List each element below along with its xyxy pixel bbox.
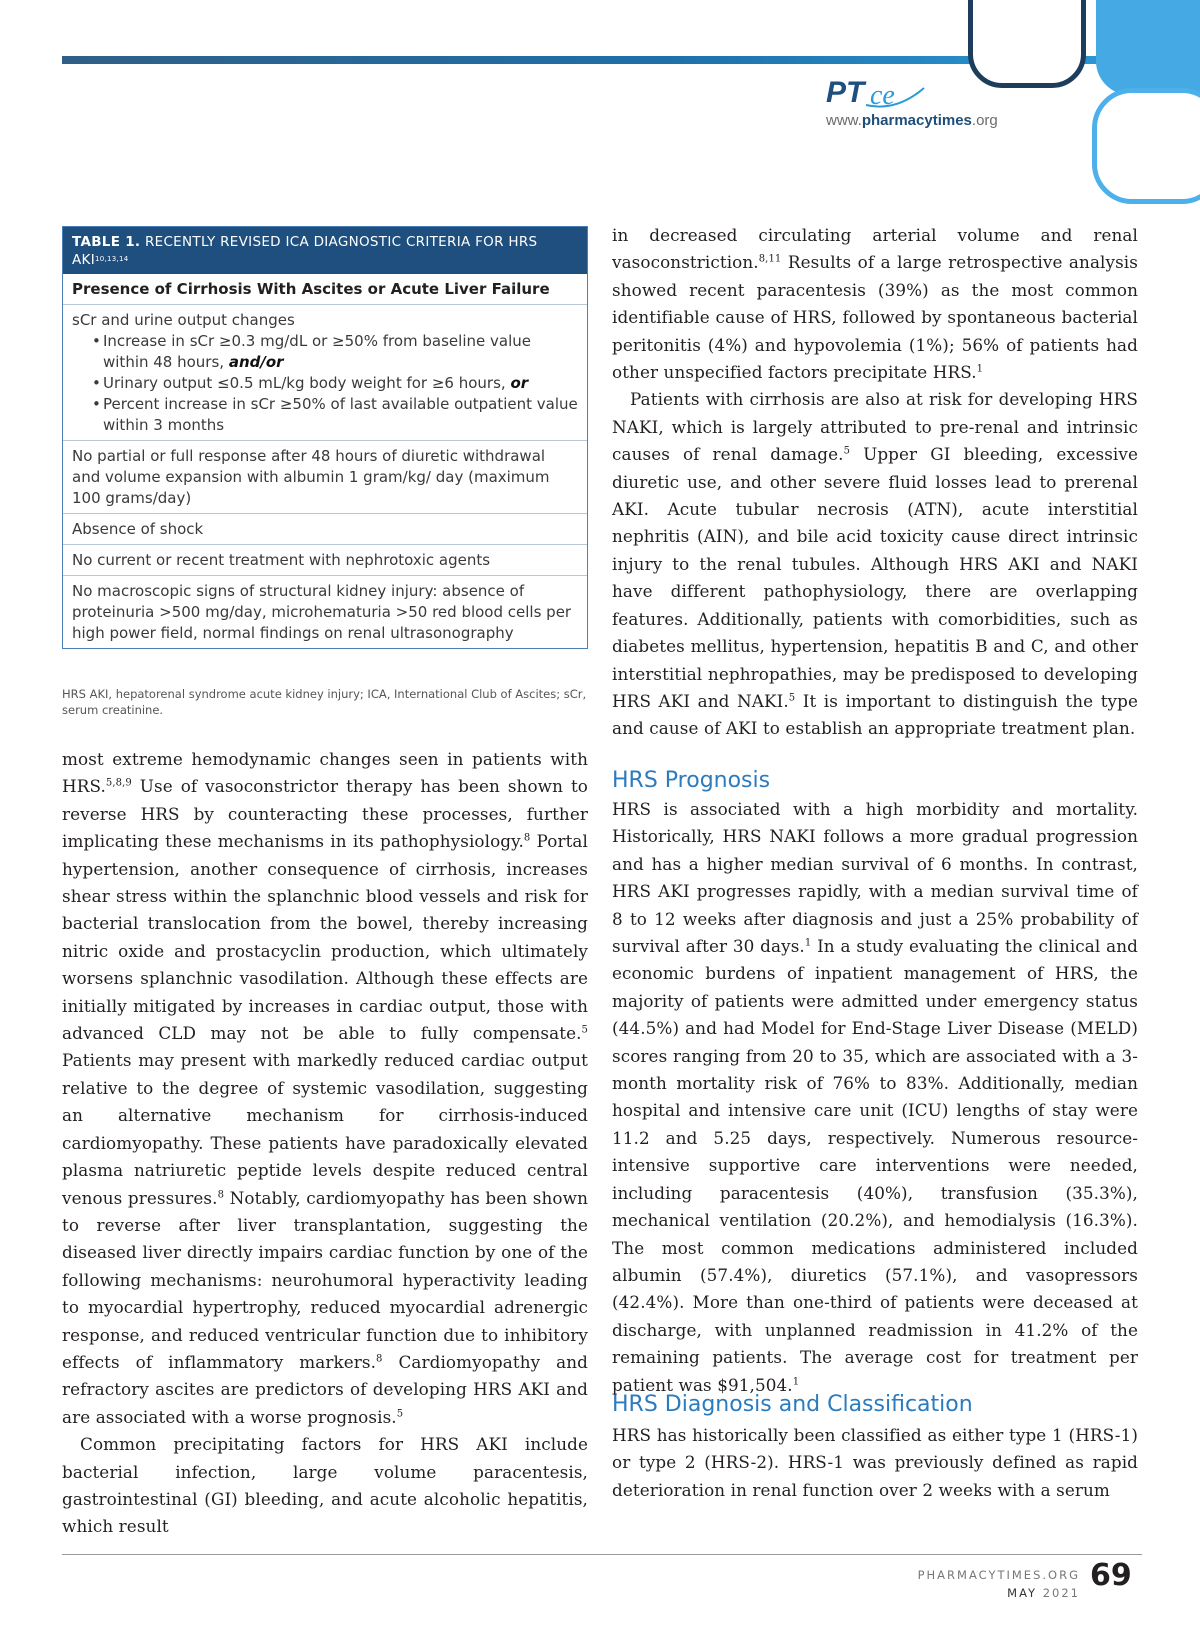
section-heading-diagnosis: HRS Diagnosis and Classification [612, 1392, 973, 1417]
table-footnote: HRS AKI, hepatorenal syndrome acute kidney injury; ICA, International Club of Ascites; sCr, serum creatinine. [62, 687, 587, 717]
footer-site: PHARMACYTIMES.ORG [917, 1568, 1080, 1582]
svg-text:PT: PT [826, 76, 865, 109]
paragraph: HRS is associated with a high morbidity and mortality. Historically, HRS NAKI follows a more gradual progression and has a higher median survival of 6 months. In contrast, HRS AKI progresses rapidly, with a median survival time of 8 to 12 weeks after diagnosis and just a 25% probability of survival after 30 days.$^1$ In a study evaluating the clinical and economic burdens of inpatient management of HRS, the majority of patients were admitted under emergency status (44.5%) and had Model for End-Stage Liver Disease (MELD) scores ranging from 20 to 35, which are associated with a 3-month mortality risk of 76% to 83%. Additionally, median hospital and intensive care unit (ICU) lengths of stay were 11.2 and 5.25 days, respectively. Numerous resource-intensive supportive care interventions were needed, including paracentesis (40%), transfusion (35.3%), mechanical ventilation (20.2%), and hemodialysis (16.3%). The most common medications administered included albumin (57.4%), diuretics (57.1%), and vasopressors (42.4%). More than one-third of patients were deceased at discharge, with unplanned readmission in 41.2% of the remaining patients. The average cost for treatment per patient was $91,504.$^1$ [612, 799, 1138, 1395]
table-row: Absence of shock [63, 514, 587, 545]
criteria-table [62, 226, 588, 649]
decorative-blue-square [1096, 0, 1200, 95]
ptce-logo [826, 74, 926, 110]
list-item: • Urinary output ≤0.5 mL/kg body weight for ≥6 hours, or [92, 373, 578, 394]
table-row: No partial or full response after 48 hours of diuretic withdrawal and volume expansion with albumin 1 gram/kg/ day (maximum 100 grams/day) [63, 441, 587, 514]
right-column-top [612, 222, 1138, 743]
paragraph: Patients with cirrhosis are also at risk for developing HRS NAKI, which is largely attributed to pre-renal and intrinsic causes of renal damage.$^5$ Upper GI bleeding, excessive diuretic use, and other severe fluid losses lead to prerenal AKI. Acute tubular necrosis (ATN), acute interstitial nephritis (AIN), and bile acid toxicity cause direct intrinsic injury to the renal tubules. Although HRS AKI and NAKI have different pathophysiology, there are overlapping features. Additionally, patients with comorbidities, such as diabetes mellitus, hypertension, hepatitis B and C, and other interstitial nephropathies, may be predisposed to developing HRS AKI and NAKI.$^5$ It is important to distinguish the type and cause of AKI to establish an appropriate treatment plan. [612, 389, 1138, 739]
svg-text:ce: ce [870, 80, 895, 110]
prognosis-section [612, 796, 1138, 1399]
footer-date: MAY 2021 [1007, 1586, 1080, 1600]
footer-rule [62, 1554, 1142, 1555]
paragraph: in decreased circulating arterial volume and renal vasoconstriction.$^{8,11}$ Results of a large retrospective analysis showed recent paracentesis (39%) as the most common identifiable cause of HRS, followed by spontaneous bacterial peritonitis (4%) and hypovolemia (1%); 56% of patients had other unspecified factors precipitate HRS.$^1$ [612, 225, 1138, 383]
table-row: sCr and urine output changes • Increase in sCr ≥0.3 mg/dL or ≥50% from baseline value within 48 hours, and/or • Urinary output ≤0.5 mL/kg body weight for ≥6 hours, or • Percent increase in sCr ≥50% of last available outpatient value within 3 months [63, 305, 587, 441]
decorative-blue-outline-square [1092, 88, 1200, 204]
paragraph: HRS has historically been classified as either type 1 (HRS-1) or type 2 (HRS-2). HRS-1 was previously defined as rapid deterioration in renal function over 2 weeks with a serum [612, 1425, 1138, 1500]
site-url[interactable]: www.pharmacytimes.org [826, 112, 998, 129]
diagnosis-section [612, 1422, 1138, 1504]
left-column [62, 746, 588, 1541]
table-title: TABLE 1. RECENTLY REVISED ICA DIAGNOSTIC CRITERIA FOR HRS AKI$^{10,13,14}$ [63, 227, 587, 274]
paragraph: Common precipitating factors for HRS AKI include bacterial infection, large volume paracentesis, gastrointestinal (GI) bleeding, and acute alcoholic hepatitis, which result [62, 1434, 588, 1537]
section-heading-prognosis: HRS Prognosis [612, 768, 771, 793]
table-row: No current or recent treatment with nephrotoxic agents [63, 545, 587, 576]
logo-text: PTce [826, 74, 828, 75]
list-item: • Percent increase in sCr ≥50% of last available outpatient value within 3 months [92, 394, 578, 436]
criteria-bullet-list [72, 331, 578, 436]
page-number: 69 [1090, 1558, 1132, 1593]
table-row: No macroscopic signs of structural kidney injury: absence of proteinuria >500 mg/day, microhematuria >50 red blood cells per high power field, normal findings on renal ultrasonography [72, 582, 572, 642]
decorative-rounded-square [968, 0, 1086, 88]
list-item: • Increase in sCr ≥0.3 mg/dL or ≥50% from baseline value within 48 hours, and/or [92, 331, 578, 373]
paragraph: most extreme hemodynamic changes seen in patients with HRS.$^{5,8,9}$ Use of vasoconstrictor therapy has been shown to reverse HRS by counteracting these processes, further implicating these mechanisms in its pathophysiology.$^8$ Portal hypertension, another consequence of cirrhosis, increases shear stress within the splanchnic blood vessels and risk for bacterial translocation from the bowel, thereby increasing nitric oxide and prostacyclin production, which ultimately worsens splanchnic vasodilation. Although these effects are initially mitigated by increases in cardiac output, those with advanced CLD may not be able to fully compensate.$^5$ Patients may present with markedly reduced cardiac output relative to the degree of systemic vasodilation, suggesting an alternative mechanism for cirrhosis-induced cardiomyopathy. These patients have paradoxically elevated plasma natriuretic peptide levels despite reduced central venous pressures.$^8$ Notably, cardiomyopathy has been shown to reverse after liver transplantation, suggesting the diseased liver directly impairs cardiac function by one of the following mechanisms: neurohumoral hyperactivity leading to myocardial hypertrophy, reduced myocardial adrenergic response, and reduced ventricular function due to inhibitory effects of inflammatory markers.$^8$ Cardiomyopathy and refractory ascites are predictors of developing HRS AKI and are associated with a worse prognosis.$^5$ [62, 749, 589, 1427]
table-header: Presence of Cirrhosis With Ascites or Acute Liver Failure [63, 274, 587, 305]
